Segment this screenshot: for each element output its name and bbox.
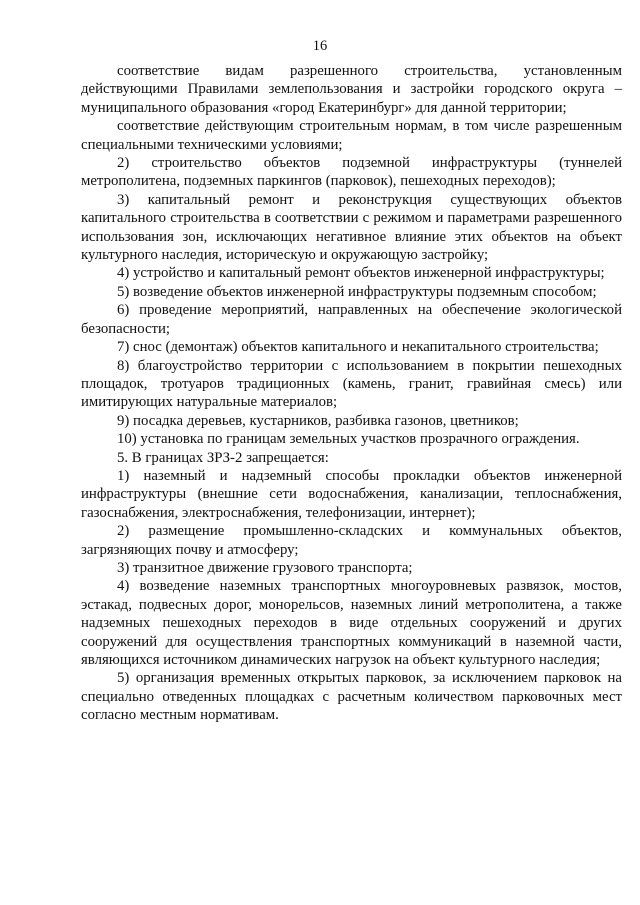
paragraph: 9) посадка деревьев, кустарников, разбивка газонов, цветников; bbox=[117, 412, 519, 429]
section-heading: 5. В границах ЗРЗ-2 запрещается: bbox=[117, 449, 329, 466]
paragraph: 2) размещение промышленно-складских и коммунальных объектов, загрязняющих почву и атмосферу; bbox=[81, 523, 622, 558]
paragraph: соответствие действующим строительным нормам, в том числе разрешенным специальными техническими условиями; bbox=[81, 118, 622, 153]
paragraph: 1) наземный и надземный способы прокладки объектов инженерной инфраструктуры (внешние сети водоснабжения, канализации, теплоснабжения, газоснабжения, электроснабжения, телефонизации, интернет); bbox=[81, 467, 622, 521]
paragraph: 5) возведение объектов инженерной инфраструктуры подземным способом; bbox=[117, 283, 597, 300]
paragraph: 3) транзитное движение грузового транспорта; bbox=[117, 559, 413, 576]
paragraph: 10) установка по границам земельных участков прозрачного ограждения. bbox=[117, 431, 580, 448]
paragraph: 4) устройство и капитальный ремонт объектов инженерной инфраструктуры; bbox=[117, 265, 605, 282]
page-number: 16 bbox=[312, 38, 328, 54]
paragraph: 5) организация временных открытых парковок, за исключением парковок на специально отведенных площадках с расчетным количеством парковочных мест согласно местным нормативам. bbox=[81, 670, 622, 724]
paragraph: соответствие видам разрешенного строительства, установленным действующими Правилами землепользования и застройки городского округа – муниципального образования «город Екатеринбург» для данной территории; bbox=[81, 63, 622, 116]
paragraph: 3) капитальный ремонт и реконструкция существующих объектов капитального строительства в соответствии с режимом и параметрами разрешенного использования зон, исключающих негативное влияние этих объектов на объект культурного наследия, историческую и окружающую застройку; bbox=[81, 191, 622, 264]
document-body bbox=[81, 62, 622, 725]
paragraph: 8) благоустройство территории с использованием в покрытии пешеходных площадок, тротуаров традиционных (камень, гранит, гравийная смесь) или имитирующих натуральные материалов; bbox=[81, 357, 622, 411]
paragraph: 6) проведение мероприятий, направленных на обеспечение экологической безопасности; bbox=[81, 302, 622, 337]
paragraph: 4) возведение наземных транспортных многоуровневых развязок, мостов, эстакад, подвесных дорог, монорельсов, наземных линий метрополитена, а также надземных пешеходных переходов в виде отдельных сооружений и других сооружений для осуществления транспортных коммуникаций в наземной части, являющихся источником динамических нагрузок на объект культурного наследия; bbox=[81, 578, 622, 668]
paragraph: 2) строительство объектов подземной инфраструктуры (туннелей метрополитена, подземных паркингов (парковок), пешеходных переходов); bbox=[81, 155, 622, 190]
paragraph: 7) снос (демонтаж) объектов капитального и некапитального строительства; bbox=[117, 339, 599, 356]
